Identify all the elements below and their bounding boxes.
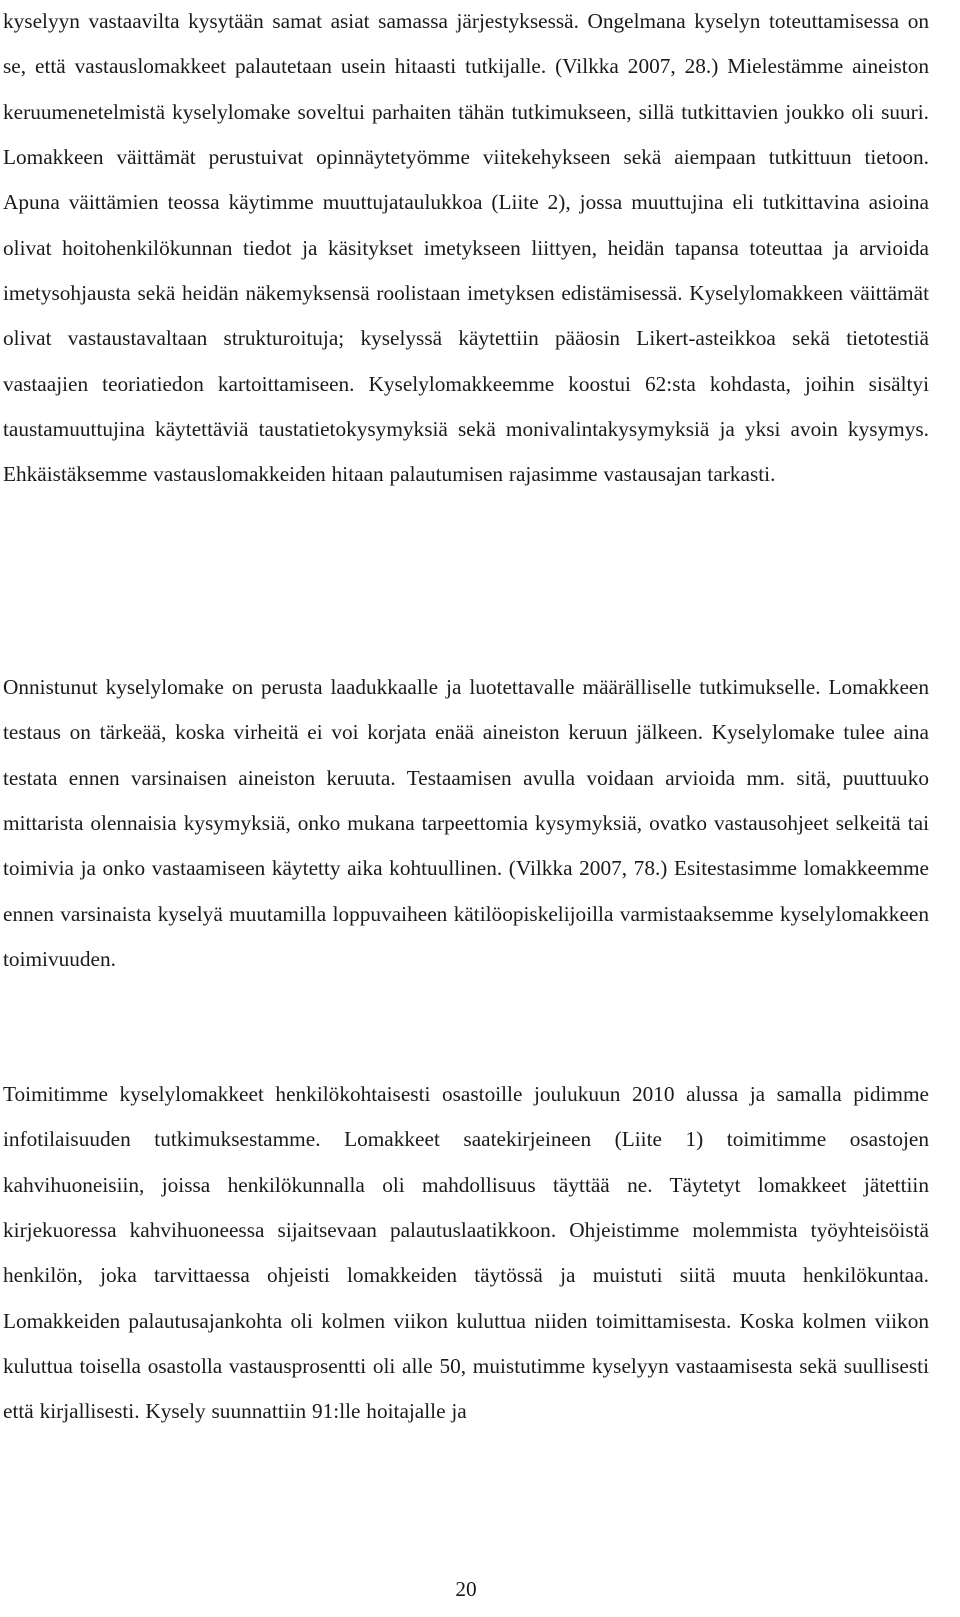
paragraph-1: kyselyyn vastaavilta kysytään samat asiat samassa järjestyksessä. Ongelmana kyselyn toteuttamisessa on se, että vastauslomakkeet palautetaan usein hitaasti tutkijalle. (Vilkka 2007, 28.) Mielestämme aineiston keruumenetelmistä kyselylomake soveltui parhaiten tähän tutkimukseen, sillä tutkittavien joukko oli suuri. Lomakkeen väittämät perustuivat opinnäytetyömme viitekehykseen sekä aiempaan tutkittuun tietoon. Apuna väittämien teossa käytimme muuttujataulukkoa (Liite 2), jossa muuttujina eli tutkittavina asioina olivat hoitohenkilökunnan tiedot ja käsitykset imetykseen liittyen, heidän tapansa toteuttaa ja arvioida imetysohjausta sekä heidän näkemyksensä roolistaan imetyksen edistämisessä. Kyselylomakkeen väittämät olivat vastaustavaltaan strukturoituja; kyselyssä käytettiin pääosin Likert-asteikkoa sekä tietotestiä vastaajien teoriatiedon kartoittamiseen. Kyselylomakkeemme koostui 62:sta kohdasta, joihin sisältyi taustamuuttujina käytettäviä taustatietokysymyksiä sekä monivalintakysymyksiä ja yksi avoin kysymys. Ehkäistäksemme vastauslomakkeiden hitaan palautumisen rajasimme vastausajan tarkasti. (3, 9, 929, 487)
paragraph-2: Onnistunut kyselylomake on perusta laadukkaalle ja luotettavalle määrälliselle tutkimukselle. Lomakkeen testaus on tärkeää, koska virheitä ei voi korjata enää aineiston keruun jälkeen. Kyselylomake tulee aina testata ennen varsinaisen aineiston keruuta. Testaamisen avulla voidaan arvioida mm. sitä, puuttuuko mittarista olennaisia kysymyksiä, onko mukana tarpeettomia kysymyksiä, ovatko vastausohjeet selkeitä tai toimivia ja onko vastaamiseen käytetty aika kohtuullinen. (Vilkka 2007, 78.) Esitestasimme lomakkeemme ennen varsinaista kyselyä muutamilla loppuvaiheen kätilöopiskelijoilla varmistaaksemme kyselylomakkeen toimivuuden. (3, 675, 929, 972)
paragraph-3: Toimitimme kyselylomakkeet henkilökohtaisesti osastoille joulukuun 2010 alussa ja samalla pidimme infotilaisuuden tutkimuksestamme. Lomakkeet saatekirjeineen (Liite 1) toimitimme osastojen kahvihuoneisiin, joissa henkilökunnalla oli mahdollisuus täyttää ne. Täytetyt lomakkeet jätettiin kirjekuoressa kahvihuoneessa sijaitsevaan palautuslaatikkoon. Ohjeistimme molemmista työyhteisöistä henkilön, joka tarvittaessa ohjeisti lomakkeiden täytössä ja muistuti siitä muuta henkilökuntaa. Lomakkeiden palautusajankohta oli kolmen viikon kuluttua niiden toimittamisesta. Koska kolmen viikon kuluttua toisella osastolla vastausprosentti oli alle 50, muistutimme kyselyyn vastaamisesta sekä suullisesti että kirjallisesti. Kysely suunnattiin 91:lle hoitajalle ja (3, 1082, 929, 1424)
page-number: 20 (455, 1577, 477, 1601)
